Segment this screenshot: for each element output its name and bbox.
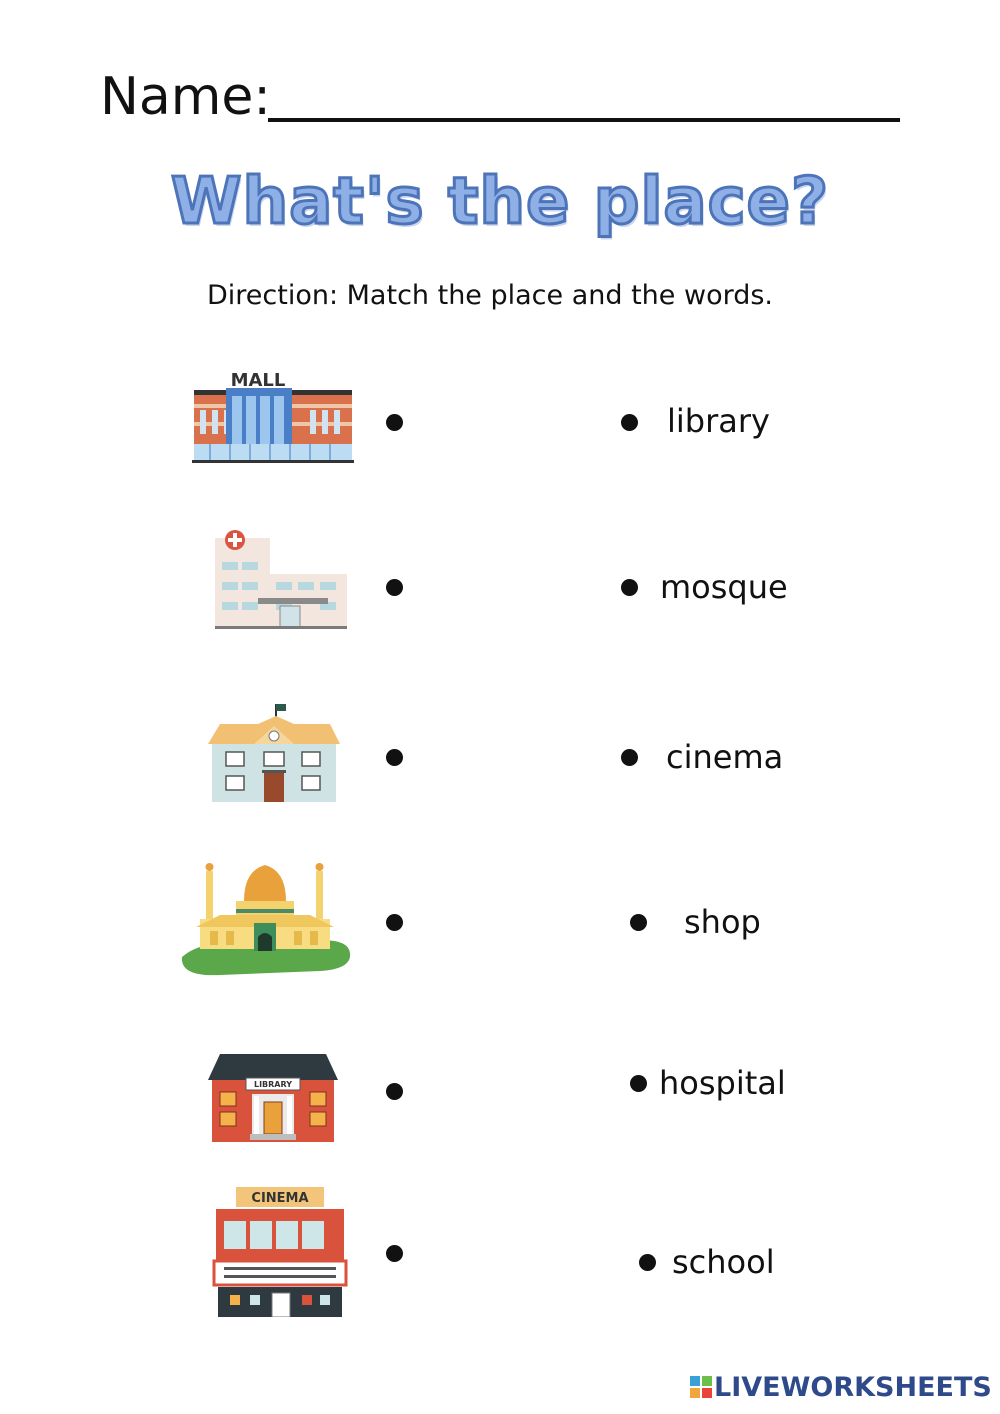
mall-sign: MALL [230,370,286,391]
match-row-2 [0,522,1000,652]
left-match-dot-3[interactable] [386,749,403,766]
cinema-building-icon [180,1187,355,1317]
right-match-dot-2[interactable] [621,579,638,596]
liveworksheets-logo-icon [690,1376,712,1398]
word-cinema: cinema [666,738,784,776]
match-row-5 [0,1040,1000,1170]
match-row-3 [0,700,1000,830]
right-match-dot-1[interactable] [621,414,638,431]
word-school: school [672,1243,775,1281]
right-match-dot-6[interactable] [639,1254,656,1271]
name-label: Name: [100,67,271,127]
school-building-icon [180,700,355,830]
word-mosque: mosque [660,568,788,606]
left-match-dot-6[interactable] [386,1245,403,1262]
name-answer-line[interactable] [268,118,900,122]
direction-text: Direction: Match the place and the words. [206,280,774,311]
match-row-4 [0,857,1000,987]
name-row [100,62,900,132]
liveworksheets-brand-text: LIVEWORKSHEETS [714,1372,992,1403]
right-match-dot-4[interactable] [630,914,647,931]
word-shop: shop [684,903,761,941]
match-row-1 [0,362,1000,492]
liveworksheets-logo [690,1370,990,1410]
mall-building-icon [180,362,355,492]
mosque-building-icon [180,857,355,987]
right-match-dot-5[interactable] [630,1075,647,1092]
hospital-building-icon [180,522,355,652]
right-match-dot-3[interactable] [621,749,638,766]
worksheet-title: What's the place? [170,165,830,239]
match-row-6 [0,1187,1000,1317]
left-match-dot-1[interactable] [386,414,403,431]
word-library: library [667,402,770,440]
library-building-icon [180,1040,355,1170]
cinema-sign: CINEMA [251,1191,309,1206]
left-match-dot-2[interactable] [386,579,403,596]
left-match-dot-4[interactable] [386,914,403,931]
library-sign: LIBRARY [253,1080,293,1089]
word-hospital: hospital [659,1064,786,1102]
left-match-dot-5[interactable] [386,1083,403,1100]
